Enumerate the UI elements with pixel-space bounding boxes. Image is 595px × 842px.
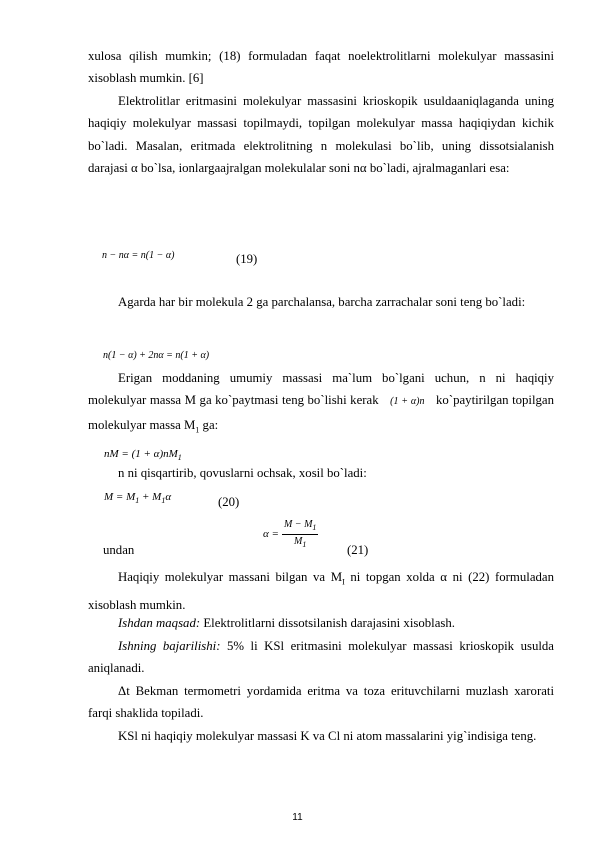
equation-20-number: (20)	[218, 495, 240, 509]
equation-20-part-b: + M	[139, 491, 162, 503]
paragraph-6-sub: I	[342, 577, 345, 587]
equation-20-sub-2: 1	[161, 496, 166, 506]
equation-factor: (1 + α)n	[390, 396, 425, 408]
paragraph-8	[88, 635, 554, 680]
paragraph-8-text: 5% li KSl eritmasini molekulyar massasi krioskopik usulda aniqlanadi.	[88, 639, 554, 676]
equation-20-sub-1: 1	[135, 496, 140, 506]
page-number: 11	[292, 812, 303, 823]
paragraph-9: Δt Bekman termometri yordamida eritma va toza erituvchilarni muzlash xarorati farqi shaklida topiladi.	[88, 684, 554, 721]
paragraph-10: KSl ni haqiqiy molekulyar massasi K va Cl ni atom massalarini yig`indisiga teng.	[118, 729, 537, 743]
equation-20-part-c: α	[165, 491, 172, 503]
equation-21-number: (21)	[347, 543, 369, 557]
equation-21-denominator-sub: 1	[302, 540, 307, 549]
equation-21-lhs: α =	[263, 528, 279, 540]
paragraph-6-text: Haqiqiy molekulyar massani bilgan va M	[118, 570, 343, 584]
paragraph-6-text-end: ni topgan xolda α ni (22) formuladan xisoblash mumkin.	[88, 570, 554, 612]
equation-21-numerator	[282, 518, 318, 535]
equation-21-numerator-sub: 1	[312, 523, 317, 532]
equation-mass-sub: 1	[177, 453, 182, 463]
equation-particles: n(1 − α) + 2nα = n(1 + α)	[103, 350, 210, 361]
equation-mass	[104, 448, 182, 462]
equation-20-part-a: M = M	[104, 491, 136, 503]
paragraph-4-text-a: Erigan moddaning umumiy massasi ma`lum bo`lgani uchun, n ni haqiqiy molekulyar massa M ga ko`paytmasi teng bo`lishi kerak	[88, 371, 554, 408]
equation-21-denominator	[282, 535, 318, 551]
paragraph-4-text-b: ko`paytirilgan topilgan molekulyar massa M	[88, 393, 555, 432]
paragraph-3: Agarda har bir molekula 2 ga parchalansa, barcha zarrachalar soni teng bo`ladi:	[118, 295, 526, 309]
paragraph-4	[88, 367, 554, 441]
equation-mass-main: nM = (1 + α)nM	[104, 448, 178, 460]
paragraph-6	[88, 566, 554, 616]
paragraph-2: Elektrolitlar eritmasini molekulyar massasini krioskopik usuldaaniqlaganda uning haqiqiy molekulyar massasi topilmaydi, topilgan molekulyar massa haqiqiydan kichik bo`ladi. Masalan, eritmada elektrolitning n molekulasi bo`lib, uning dissotsialanish darajasi α bo`lsa, ionlargaajralgan molekulalar soni nα bo`ladi, ajralmaganlari esa:	[88, 94, 554, 175]
paragraph-1: xulosa qilish mumkin; (18) formuladan faqat noelektrolitlarni molekulyar massasini xisoblash mumkin. [6]	[88, 49, 554, 86]
paragraph-8-lead: Ishning bajarilishi:	[118, 639, 221, 653]
equation-21-numerator-text: M − M	[284, 519, 313, 530]
paragraph-7-text: Elektrolitlarni dissotsilanish darajasini xisoblash.	[200, 616, 455, 630]
paragraph-7-lead: Ishdan maqsad:	[118, 616, 201, 630]
equation-21-denominator-text: M	[294, 536, 303, 547]
paragraph-7	[88, 612, 554, 634]
paragraph-4-sub: 1	[195, 425, 200, 435]
paragraph-4-text-end: ga:	[199, 417, 219, 432]
equation-19: n − nα = n(1 − α)	[102, 250, 175, 261]
equation-21-fraction	[282, 518, 318, 551]
equation-20	[104, 491, 171, 505]
paragraph-5: n ni qisqartirib, qovuslarni ochsak, xosil bo`ladi:	[118, 466, 367, 480]
equation-19-number: (19)	[236, 252, 258, 266]
undan-label: undan	[103, 543, 135, 557]
